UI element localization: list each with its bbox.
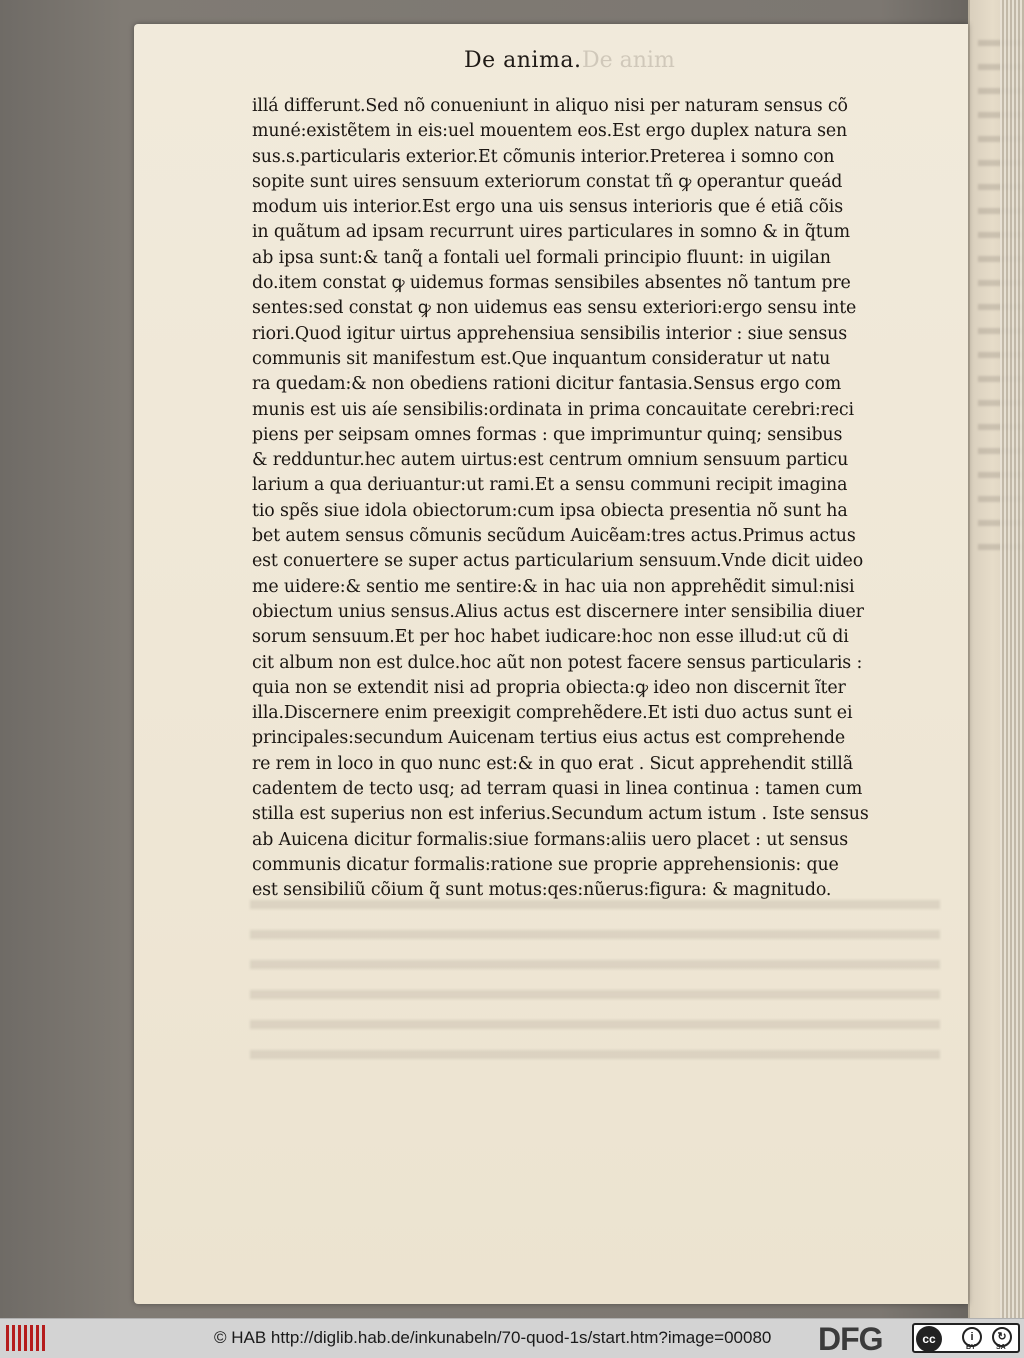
share-alike-icon: ↻ bbox=[992, 1327, 1012, 1347]
text-line: do.item constat ꝙ uidemus formas sensibiles absentes nõ tantum pre bbox=[252, 273, 851, 294]
text-line: sus.s.particularis exterior.Et cõmunis interior.Preterea i somno con bbox=[252, 146, 835, 167]
text-line: cadentem de tecto usq; ad terram quasi in linea continua : tamen cum bbox=[252, 779, 863, 800]
text-line: illa.Discernere enim preexigit comprehẽdere.Et isti duo actus sunt ei bbox=[252, 703, 853, 724]
sa-label: SA bbox=[996, 1344, 1006, 1351]
text-line: sopite sunt uires sensuum exteriorum constat tñ ꝙ operantur queád bbox=[252, 171, 843, 192]
text-line: re rem in loco in quo nunc est:& in quo erat . Sicut apprehendit stillã bbox=[252, 753, 853, 774]
text-line: ab Auicena dicitur formalis:siue formans:aliis uero placet : ut sensus bbox=[252, 829, 849, 850]
text-line: quia non se extendit nisi ad propria obiecta:ꝙ ideo non discernit ĩter bbox=[252, 677, 846, 698]
text-line: obiectum unius sensus.Alius actus est discernere inter sensibilia diuer bbox=[252, 601, 864, 622]
text-line: stilla est superius non est inferius.Secundum actum istum . Iste sensus bbox=[252, 804, 869, 825]
text-line: me uidere:& sentio me sentire:& in hac uia non apprehẽdit simul:nisi bbox=[252, 576, 855, 597]
text-line: modum uis interior.Est ergo una uis sensus interioris que é etiã cõis bbox=[252, 197, 843, 218]
text-line: communis sit manifestum est.Que inquantum consideratur ut natu bbox=[252, 348, 831, 369]
cc-icon: cc bbox=[916, 1326, 942, 1352]
text-line: piens per seipsam omnes formas : que imprimuntur quinq; sensibus bbox=[252, 424, 843, 445]
running-head: De anima. bbox=[464, 48, 582, 73]
book-page-edges bbox=[1000, 0, 1024, 1318]
attribution-bar bbox=[0, 1318, 1024, 1358]
text-line: riori.Quod igitur uirtus apprehensiua sensibilis interior : siue sensus bbox=[252, 323, 847, 344]
text-line: larium a qua deriuantur:ut rami.Et a sensu communi recipit imagina bbox=[252, 475, 848, 496]
text-line: muné:existẽtem in eis:uel mouentem eos.Est ergo duplex natura sen bbox=[252, 121, 848, 142]
running-head-show-through: De anim bbox=[582, 48, 675, 73]
text-line: munis est uis aíe sensibilis:ordinata in prima concauitate cerebri:reci bbox=[252, 399, 854, 420]
cc-license-badge[interactable] bbox=[912, 1323, 1020, 1353]
show-through-text bbox=[250, 900, 940, 1060]
text-line: est sensibiliũ cõium q̃ sunt motus:qes:nũerus:figura: & magnitudo. bbox=[252, 880, 832, 901]
text-line: bet autem sensus cõmunis secũdum Auicẽam:tres actus.Primus actus bbox=[252, 526, 856, 547]
text-line: sorum sensuum.Et per hoc habet iudicare:hoc non esse illud:ut cũ di bbox=[252, 627, 849, 648]
text-line: est conuertere se super actus particularium sensuum.Vnde dicit uideo bbox=[252, 551, 864, 572]
source-credit-link[interactable]: © HAB http://diglib.hab.de/inkunabeln/70-quod-1s/start.htm?image=00080 bbox=[214, 1328, 772, 1347]
library-logo-icon bbox=[6, 1325, 46, 1351]
text-line: ab ipsa sunt:& tanq̃ a fontali uel formali principio fluunt: in uigilan bbox=[252, 247, 831, 268]
body-text bbox=[252, 94, 912, 904]
by-attribution-icon: i bbox=[962, 1327, 982, 1347]
text-line: & redduntur.hec autem uirtus:est centrum omnium sensuum particu bbox=[252, 450, 849, 471]
text-line: sentes:sed constat ꝙ non uidemus eas sensu exteriori:ergo sensu inte bbox=[252, 298, 857, 319]
text-line: cit album non est dulce.hoc aũt non potest facere sensus particularis : bbox=[252, 652, 863, 673]
text-line: illá differunt.Sed nõ conueniunt in aliquo nisi per naturam sensus cõ bbox=[252, 96, 848, 116]
text-line: in quãtum ad ipsam recurrunt uires particulares in somno & in q̃tum bbox=[252, 222, 851, 243]
text-line: ra quedam:& non obediens rationi dicitur fantasia.Sensus ergo com bbox=[252, 374, 842, 395]
dfg-logo[interactable]: DFG bbox=[818, 1321, 883, 1357]
text-line: principales:secundum Auicenam tertius eius actus est comprehende bbox=[252, 728, 846, 749]
text-line: communis dicatur formalis:ratione sue proprie apprehensionis: que bbox=[252, 854, 839, 875]
text-line: tio spẽs siue idola obiectorum:cum ipsa obiecta presentia nõ sunt ha bbox=[252, 500, 848, 521]
by-label: BY bbox=[966, 1344, 976, 1351]
